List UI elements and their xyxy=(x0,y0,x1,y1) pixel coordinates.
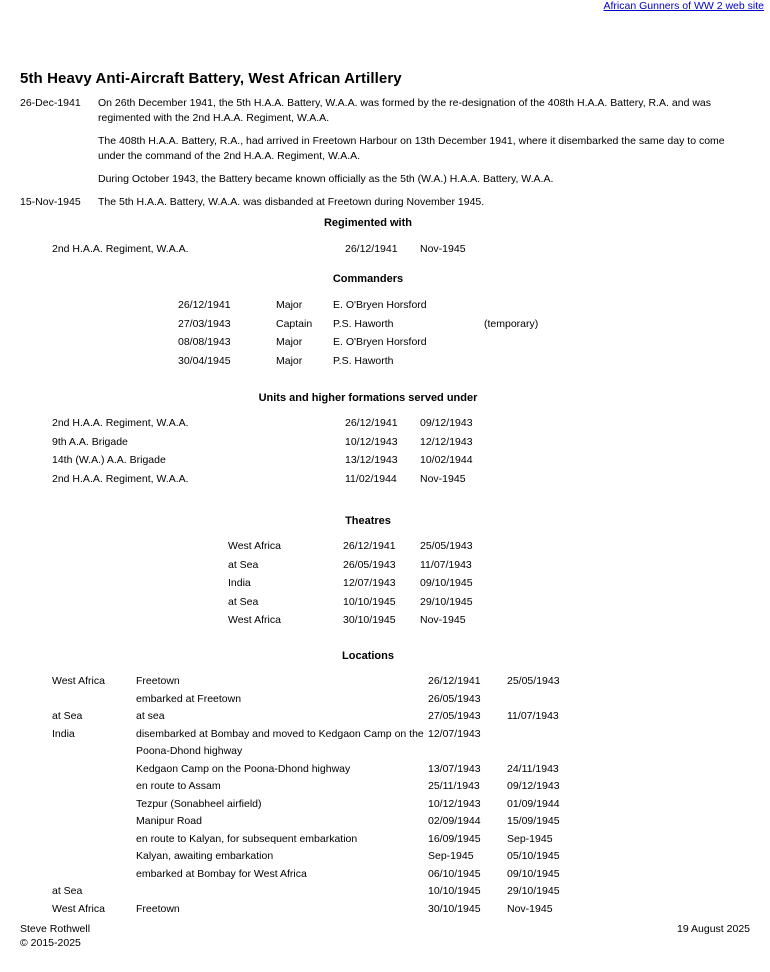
theatre-name: West Africa xyxy=(228,540,281,552)
theatre-to-date: 25/05/1943 xyxy=(420,540,473,552)
table-row xyxy=(228,593,510,612)
location-from-date: 27/05/1943 xyxy=(428,710,481,722)
table-row xyxy=(52,761,597,779)
unit-from-date: 10/12/1943 xyxy=(345,435,398,448)
location-from-date: 26/05/1943 xyxy=(428,692,481,705)
table-row xyxy=(52,470,510,489)
location-to-date: 09/12/1943 xyxy=(507,780,560,792)
african-gunners-web-site-link[interactable]: African Gunners of WW 2 web site xyxy=(603,0,764,12)
footer-date: 19 August 2025 xyxy=(677,923,750,935)
location-theatre xyxy=(52,778,136,796)
location-theatre: West Africa xyxy=(52,675,105,687)
location-place: Kedgaon Camp on the Poona-Dhond highway xyxy=(136,762,351,775)
location-from-date: 25/11/1943 xyxy=(428,780,480,792)
location-to-date: Sep-1945 xyxy=(507,832,553,845)
table-row xyxy=(228,611,510,630)
footer-author: Steve Rothwell xyxy=(20,923,91,935)
commander-note xyxy=(484,296,574,315)
table-row xyxy=(228,556,510,575)
location-to-date: 25/05/1943 xyxy=(507,675,560,687)
regimented-from-date: 26/12/1941 xyxy=(345,243,398,255)
unit-from-date: 11/02/1944 xyxy=(345,472,397,485)
location-from-date: 16/09/1945 xyxy=(428,832,481,845)
unit-name: 2nd H.A.A. Regiment, W.A.A. xyxy=(52,472,189,485)
location-to-date: 09/10/1945 xyxy=(507,867,560,880)
locations-table xyxy=(52,673,597,918)
theatre-name: India xyxy=(228,577,251,589)
commander-rank: Major xyxy=(276,299,303,311)
commanders-table xyxy=(178,296,574,370)
table-row xyxy=(178,352,574,371)
table-row xyxy=(52,778,597,796)
table-row xyxy=(52,240,510,259)
location-from-date: 26/12/1941 xyxy=(428,675,481,687)
history-paragraph: On 26th December 1941, the 5th H.A.A. Battery, W.A.A. was formed by the re-designation of the 408th H.A.A. Battery, R.A. and was regimented with the 2nd H.A.A. Regiment, W.A.A. xyxy=(98,97,712,124)
theatre-from-date: 30/10/1945 xyxy=(343,614,396,626)
commander-date: 27/03/1943 xyxy=(178,317,231,330)
theatre-to-date: 09/10/1945 xyxy=(420,577,473,589)
table-row xyxy=(52,901,597,919)
location-theatre xyxy=(52,761,136,779)
history-entry-date: 15-Nov-1945 xyxy=(20,195,81,208)
theatre-to-date: Nov-1945 xyxy=(420,614,466,626)
history-entry xyxy=(20,195,750,210)
location-theatre xyxy=(52,848,136,866)
location-to-date: 24/11/1943 xyxy=(507,762,559,775)
location-place: disembarked at Bombay and moved to Kedgaon Camp on the Poona-Dhond highway xyxy=(136,727,424,757)
location-to-date xyxy=(507,691,597,709)
section-heading-theatres: Theatres xyxy=(345,515,391,527)
location-to-date: 15/09/1945 xyxy=(507,815,560,827)
table-row xyxy=(52,796,597,814)
commander-note xyxy=(484,352,574,371)
location-theatre xyxy=(52,831,136,849)
location-theatre: at Sea xyxy=(52,885,83,897)
commander-note xyxy=(484,333,574,352)
section-heading-regimented: Regimented with xyxy=(323,217,412,229)
location-from-date: Sep-1945 xyxy=(428,850,474,862)
section-heading-locations: Locations xyxy=(342,650,394,662)
location-place: en route to Assam xyxy=(136,780,221,792)
footer-bottom-row xyxy=(20,936,750,950)
regimented-unit-name: 2nd H.A.A. Regiment, W.A.A. xyxy=(52,243,189,255)
theatre-name: West Africa xyxy=(228,614,281,626)
top-link-bar xyxy=(0,0,770,12)
table-row xyxy=(178,333,574,352)
commander-rank: Major xyxy=(276,354,303,367)
location-place: Tezpur (Sonabheel airfield) xyxy=(136,797,262,810)
commander-note: (temporary) xyxy=(484,317,539,330)
history-paragraph: During October 1943, the Battery became known officially as the 5th (W.A.) H.A.A. Battery, W.A.A. xyxy=(98,173,554,185)
location-place: Kalyan, awaiting embarkation xyxy=(136,850,274,862)
footer-copyright: © 2015-2025 xyxy=(20,937,81,949)
footer-top-row xyxy=(20,922,750,936)
unit-from-date: 26/12/1941 xyxy=(345,417,398,429)
location-from-date: 13/07/1943 xyxy=(428,762,481,775)
location-theatre xyxy=(52,813,136,831)
history-paragraph: The 408th H.A.A. Battery, R.A., had arrived in Freetown Harbour on 13th December 1941, where it disembarked the same day to come under the command of the 2nd H.A.A. Regiment, W.A.A. xyxy=(98,135,725,162)
unit-to-date: 12/12/1943 xyxy=(420,435,473,448)
unit-to-date: 10/02/1944 xyxy=(420,454,473,466)
location-theatre xyxy=(52,866,136,884)
theatre-to-date: 11/07/1943 xyxy=(420,558,472,571)
theatres-table xyxy=(228,537,510,630)
regimented-with-table xyxy=(52,240,510,259)
table-row xyxy=(52,451,510,470)
table-row xyxy=(228,574,510,593)
history-paragraph: The 5th H.A.A. Battery, W.A.A. was disbanded at Freetown during November 1945. xyxy=(98,195,485,208)
commander-name: E. O'Bryen Horsford xyxy=(333,336,427,348)
commander-date: 26/12/1941 xyxy=(178,299,231,311)
table-row xyxy=(52,433,510,452)
location-theatre xyxy=(52,796,136,814)
page-footer xyxy=(20,922,750,950)
location-to-date: 05/10/1945 xyxy=(507,850,560,862)
theatre-name: at Sea xyxy=(228,595,259,608)
unit-to-date: Nov-1945 xyxy=(420,472,466,485)
table-row xyxy=(52,691,597,709)
location-place xyxy=(136,883,428,901)
unit-to-date: 09/12/1943 xyxy=(420,417,473,429)
commander-rank: Captain xyxy=(276,317,313,330)
location-theatre: West Africa xyxy=(52,902,105,915)
location-to-date: Nov-1945 xyxy=(507,902,553,915)
commander-name: P.S. Haworth xyxy=(333,317,394,330)
theatre-from-date: 12/07/1943 xyxy=(343,577,396,589)
history-entry xyxy=(20,96,750,187)
location-place: embarked at Bombay for West Africa xyxy=(136,867,307,880)
location-from-date: 06/10/1945 xyxy=(428,867,481,880)
location-place: Freetown xyxy=(136,675,180,687)
table-row xyxy=(52,813,597,831)
history-intro xyxy=(20,96,750,217)
location-from-date: 30/10/1945 xyxy=(428,902,481,915)
theatre-from-date: 10/10/1945 xyxy=(343,595,396,608)
theatre-from-date: 26/12/1941 xyxy=(343,540,396,552)
location-from-date: 10/12/1943 xyxy=(428,797,481,810)
units-served-under-table xyxy=(52,414,510,488)
commander-name: E. O'Bryen Horsford xyxy=(333,299,427,311)
location-place: embarked at Freetown xyxy=(136,692,242,705)
location-theatre: at Sea xyxy=(52,710,83,722)
table-row xyxy=(52,848,597,866)
location-from-date: 02/09/1944 xyxy=(428,815,481,827)
commander-date: 08/08/1943 xyxy=(178,336,231,348)
location-place: en route to Kalyan, for subsequent embarkation xyxy=(136,832,358,845)
location-to-date: 11/07/1943 xyxy=(507,710,559,722)
history-entry-body xyxy=(98,96,750,187)
commander-name: P.S. Haworth xyxy=(333,354,394,367)
location-from-date: 12/07/1943 xyxy=(428,727,481,740)
location-from-date: 10/10/1945 xyxy=(428,885,481,897)
history-entry-date: 26-Dec-1941 xyxy=(20,97,81,109)
location-to-date: 01/09/1944 xyxy=(507,797,560,810)
theatre-name: at Sea xyxy=(228,558,259,571)
unit-name: 14th (W.A.) A.A. Brigade xyxy=(52,454,166,466)
table-row xyxy=(52,831,597,849)
table-row xyxy=(228,537,510,556)
location-theatre xyxy=(52,691,136,709)
theatre-from-date: 26/05/1943 xyxy=(343,558,396,571)
location-to-date: 29/10/1945 xyxy=(507,885,560,897)
unit-name: 9th A.A. Brigade xyxy=(52,435,128,448)
table-row xyxy=(178,296,574,315)
table-row xyxy=(178,315,574,334)
theatre-to-date: 29/10/1945 xyxy=(420,595,473,608)
table-row xyxy=(52,673,597,691)
location-place: Manipur Road xyxy=(136,815,202,827)
location-to-date xyxy=(507,726,597,761)
table-row xyxy=(52,883,597,901)
unit-from-date: 13/12/1943 xyxy=(345,454,398,466)
table-row xyxy=(52,726,597,761)
commander-date: 30/04/1945 xyxy=(178,354,231,367)
location-place: at sea xyxy=(136,710,165,722)
table-row xyxy=(52,866,597,884)
history-entry-body xyxy=(98,195,750,210)
unit-name: 2nd H.A.A. Regiment, W.A.A. xyxy=(52,417,189,429)
regimented-to-date: Nov-1945 xyxy=(420,243,466,255)
page-title: 5th Heavy Anti-Aircraft Battery, West African Artillery xyxy=(20,70,402,88)
section-heading-commanders: Commanders xyxy=(332,273,404,285)
location-place: Freetown xyxy=(136,902,180,915)
table-row xyxy=(52,414,510,433)
section-heading-units: Units and higher formations served under xyxy=(258,392,478,404)
commander-rank: Major xyxy=(276,336,303,348)
table-row xyxy=(52,708,597,726)
location-theatre: India xyxy=(52,727,75,740)
